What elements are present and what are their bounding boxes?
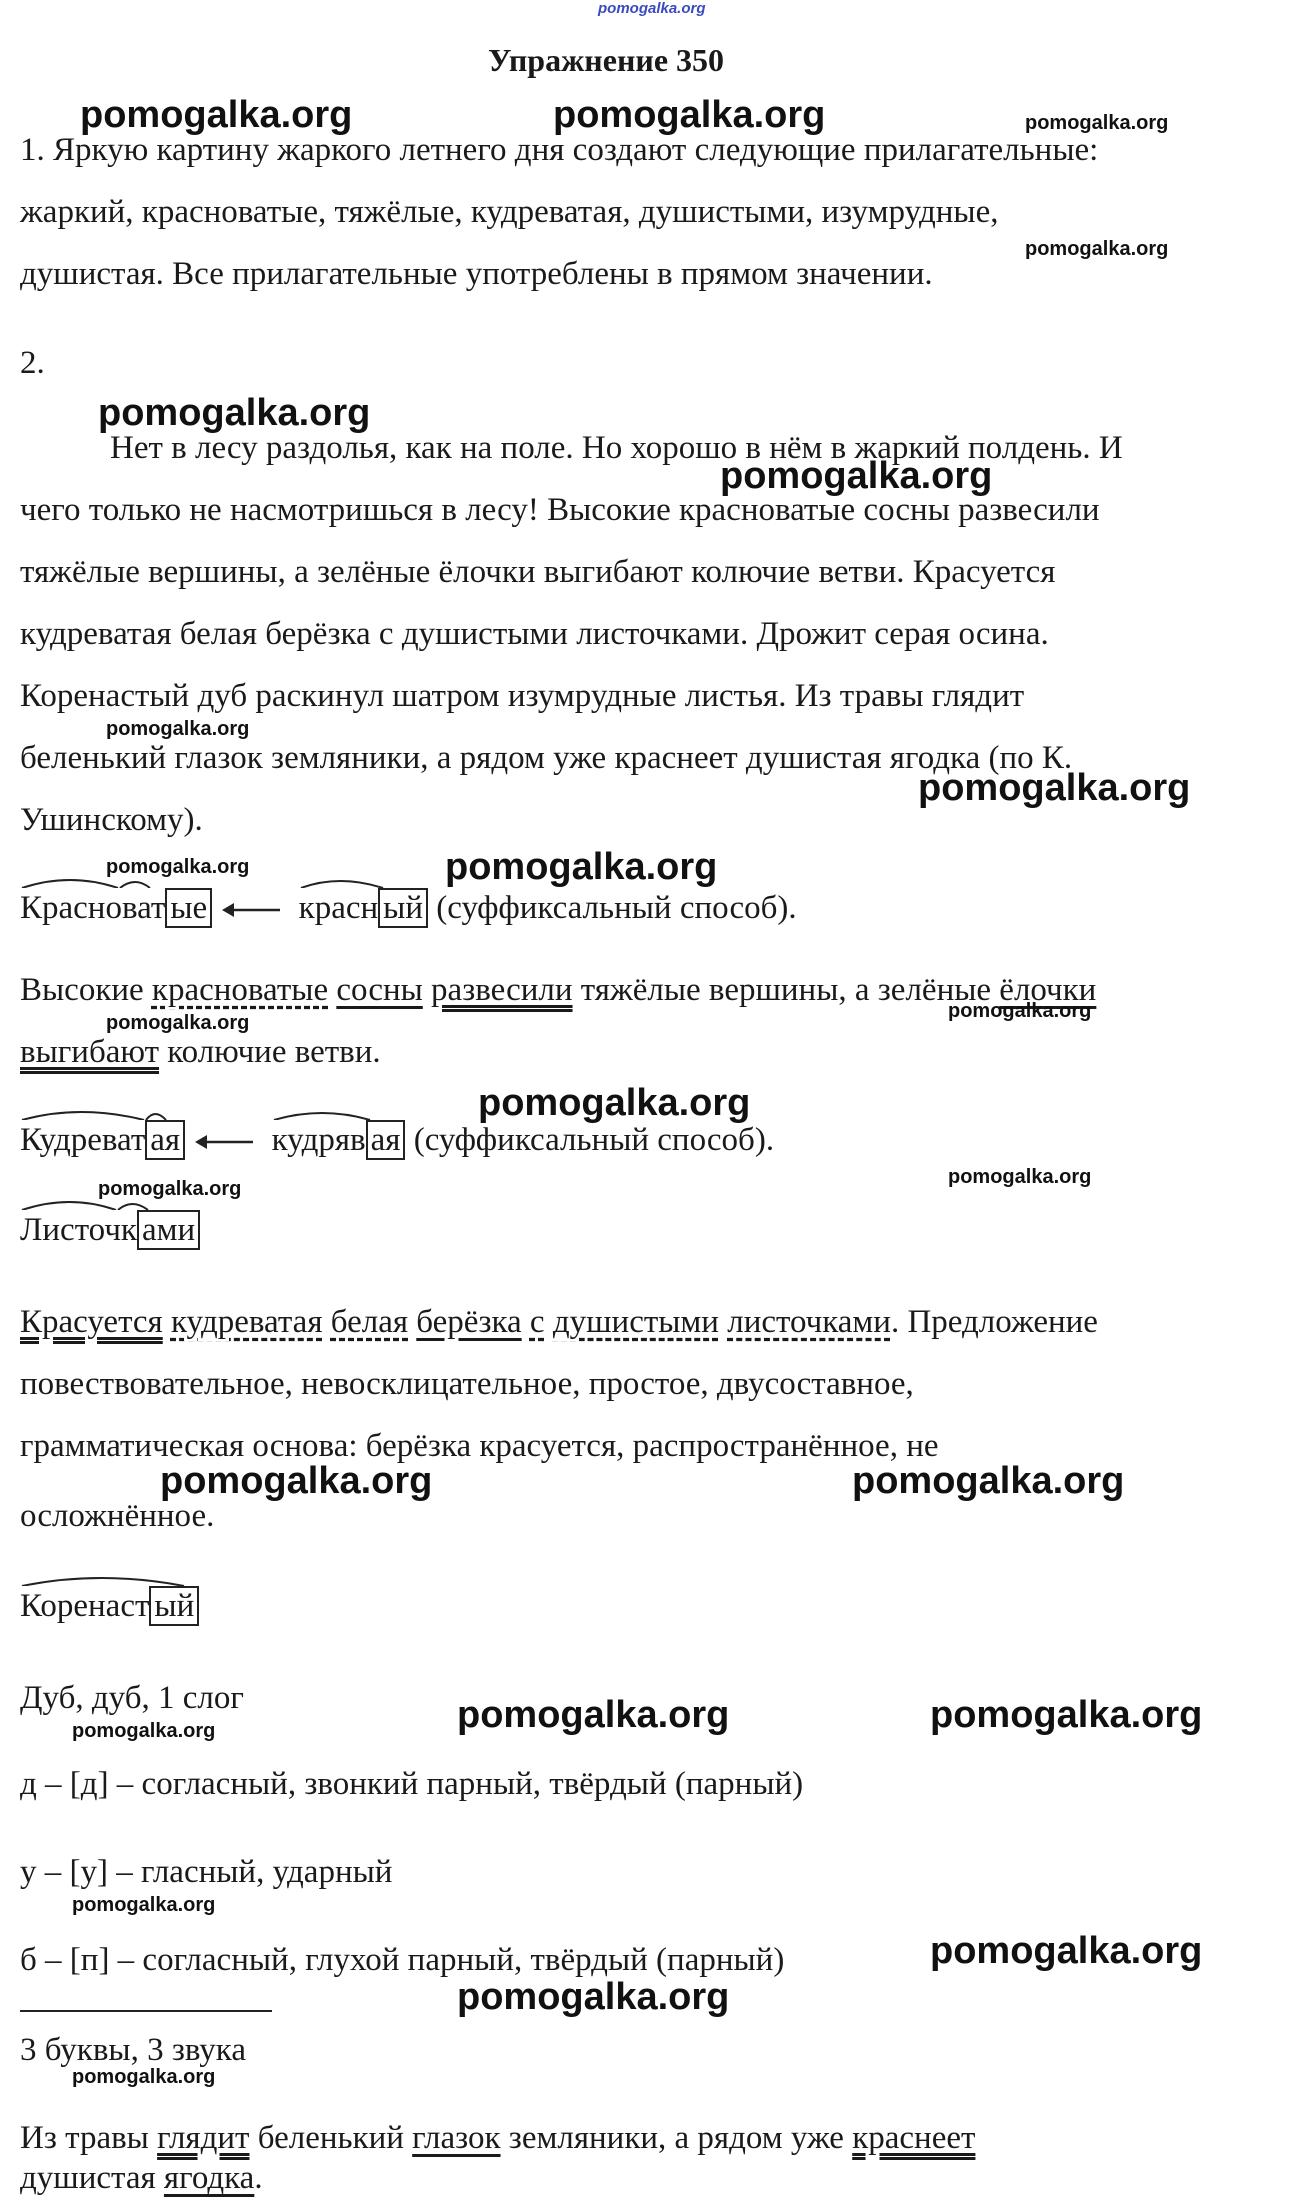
watermark: pomogalka.org	[98, 1178, 242, 1200]
text-line: беленький глазок земляники, а рядом уже краснеет душистая ягодка (по К.	[20, 740, 1073, 776]
word-predicate: развесили	[431, 972, 573, 1008]
source-ending: ый	[378, 888, 428, 928]
morph-word	[20, 1120, 185, 1160]
page-title: Упражнение 350	[488, 42, 725, 78]
word-ending: ами	[137, 1210, 200, 1250]
source-word	[299, 888, 428, 928]
text-line: кудреватая белая берёзка с душистыми листочками. Дрожит серая осина.	[20, 616, 1049, 652]
task1-line1: 1. Яркую картину жаркого летнего дня создают следующие прилагательные:	[20, 132, 1099, 168]
word-definition: душистыми	[552, 1304, 719, 1340]
watermark: pomogalka.org	[106, 718, 250, 740]
divider	[20, 2010, 272, 2012]
watermark: pomogalka.org	[80, 94, 353, 136]
watermark: pomogalka.org	[457, 1976, 730, 2018]
sentence2-line4: осложнённое.	[20, 1498, 215, 1534]
sentence-analysis-3	[20, 2118, 975, 2158]
word-base: Кудреват	[20, 1122, 146, 1158]
text-line: чего только не насмотришься в лесу! Высокие красноватые сосны развесили	[20, 492, 1100, 528]
word-definition: кудреватая	[170, 1304, 323, 1340]
sentence-analysis-1	[20, 970, 1096, 1010]
arrow-left-icon	[220, 900, 284, 920]
sentence2-line3: грамматическая основа: берёзка красуется, распространённое, не	[20, 1428, 939, 1464]
watermark: pomogalka.org	[72, 2066, 216, 2088]
source-ending: ая	[366, 1120, 406, 1160]
formation-note: (суффиксальный способ).	[413, 1122, 775, 1158]
word-ending: ый	[149, 1586, 199, 1626]
sentence-tail: . Предложение	[890, 1304, 1098, 1340]
word: душистая	[20, 2160, 156, 2196]
source-word	[272, 1120, 406, 1160]
word-ending: ая	[145, 1120, 185, 1160]
root-arc	[272, 1106, 372, 1120]
word-object: листочками	[727, 1304, 891, 1340]
word-base: Листочк	[20, 1212, 137, 1248]
watermark: pomogalka.org	[948, 1000, 1092, 1022]
phonetic-summary: 3 буквы, 3 звука	[20, 2032, 246, 2068]
watermark: pomogalka.org	[918, 767, 1191, 809]
arrow-left-icon	[193, 1132, 257, 1152]
watermark: pomogalka.org	[106, 1012, 250, 1034]
word-subject: ёлочки	[999, 972, 1097, 1008]
top-watermark: pomogalka.org	[598, 0, 706, 17]
word-subject: глазок	[412, 2120, 501, 2156]
morph-analysis-1	[20, 888, 797, 928]
text-line: тяжёлые вершины, а зелёные ёлочки выгибают колючие ветви. Красуется	[20, 554, 1056, 590]
morph-word	[20, 888, 212, 928]
watermark: pomogalka.org	[445, 846, 718, 888]
word-ending: ые	[165, 888, 212, 928]
root-arc	[299, 874, 389, 888]
morph-word	[20, 1210, 200, 1250]
phonetic-header: Дуб, дуб, 1 слог	[20, 1680, 244, 1716]
word-subject: сосны	[336, 972, 423, 1008]
text-line: Нет в лесу раздолья, как на поле. Но хорошо в нём в жаркий полдень. И	[110, 430, 1123, 466]
word: Из травы	[20, 2120, 149, 2156]
morph-analysis-4	[20, 1586, 199, 1626]
word-subject: берёзка	[416, 1304, 522, 1340]
text-line: Ушинскому).	[20, 802, 203, 838]
watermark: pomogalka.org	[930, 1694, 1203, 1736]
watermark: pomogalka.org	[98, 392, 371, 434]
source-root: красн	[298, 890, 379, 926]
word-predicate: глядит	[157, 2120, 250, 2156]
formation-note: (суффиксальный способ).	[436, 890, 797, 926]
word-predicate: краснеет	[852, 2120, 976, 2156]
watermark: pomogalka.org	[948, 1166, 1092, 1188]
word-definition: белая	[330, 1304, 409, 1340]
sentence-analysis-3-line2	[20, 2158, 263, 2198]
morph-analysis-2	[20, 1120, 774, 1160]
word: Высокие	[20, 972, 144, 1008]
word-predicate: выгибают	[20, 1034, 160, 1070]
word-base: Коренаст	[20, 1588, 150, 1624]
root-arc	[20, 1572, 220, 1586]
root-arc	[20, 874, 190, 888]
watermark: pomogalka.org	[72, 1720, 216, 1742]
watermark: pomogalka.org	[1025, 112, 1169, 134]
watermark: pomogalka.org	[72, 1894, 216, 1916]
word: земляники, а рядом уже	[508, 2120, 844, 2156]
watermark: pomogalka.org	[852, 1460, 1125, 1502]
morph-analysis-3	[20, 1210, 200, 1250]
text-line: Коренастый дуб раскинул шатром изумрудные листья. Из травы глядит	[20, 678, 1025, 714]
word: колючие ветви.	[167, 1034, 381, 1070]
watermark: pomogalka.org	[478, 1082, 751, 1124]
sentence-analysis-2	[20, 1302, 1098, 1342]
watermark: pomogalka.org	[457, 1694, 730, 1736]
word-preposition: с	[529, 1304, 545, 1340]
watermark: pomogalka.org	[160, 1460, 433, 1502]
word-definition: красноватые	[151, 972, 329, 1008]
phonetic-row: б – [п] – согласный, глухой парный, твёрдый (парный)	[20, 1942, 785, 1978]
root-arc	[20, 1196, 170, 1210]
task1-line2: жаркий, красноватые, тяжёлые, кудреватая, душистыми, изумрудные,	[20, 194, 999, 230]
word: беленький	[257, 2120, 404, 2156]
sentence-analysis-1-line2	[20, 1032, 381, 1072]
watermark: pomogalka.org	[106, 856, 250, 878]
task1-line3: душистая. Все прилагательные употреблены в прямом значении.	[20, 256, 933, 292]
word-base: Красноват	[20, 890, 166, 926]
sentence-tail: .	[254, 2160, 263, 2196]
phonetic-row: у – [у] – гласный, ударный	[20, 1854, 393, 1890]
morph-word	[20, 1586, 199, 1626]
watermark: pomogalka.org	[720, 455, 993, 497]
phonetic-row: д – [д] – согласный, звонкий парный, твёрдый (парный)	[20, 1766, 804, 1802]
task2-label: 2.	[20, 345, 45, 381]
root-arc	[20, 1106, 170, 1120]
watermark: pomogalka.org	[553, 94, 826, 136]
source-root: кудряв	[271, 1122, 366, 1158]
sentence2-line2: повествовательное, невосклицательное, простое, двусоставное,	[20, 1366, 914, 1402]
word: тяжёлые вершины, а зелёные	[580, 972, 992, 1008]
word-predicate: Красуется	[20, 1304, 163, 1340]
word-subject: ягодка	[163, 2160, 255, 2196]
watermark: pomogalka.org	[1025, 238, 1169, 260]
watermark: pomogalka.org	[930, 1930, 1203, 1972]
